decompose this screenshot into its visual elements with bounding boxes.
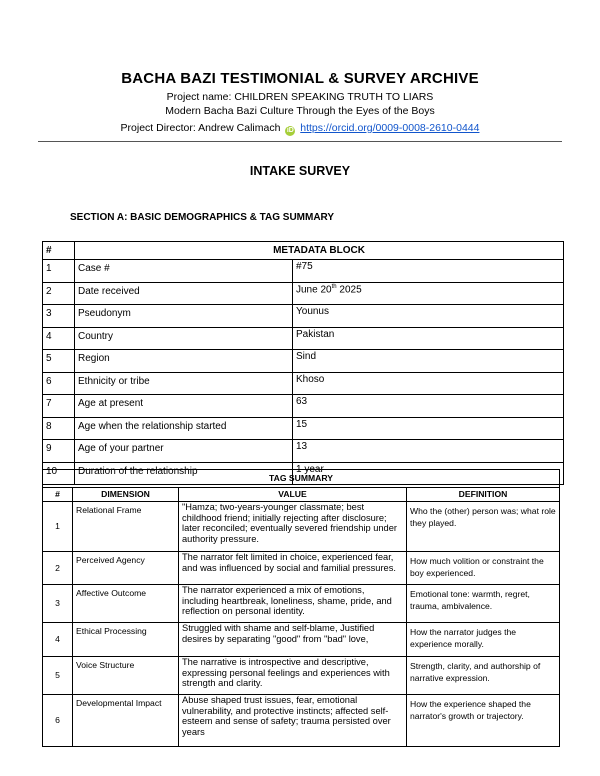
metadata-table bbox=[42, 241, 564, 485]
col-header-value: VALUE bbox=[179, 488, 407, 502]
metadata-row-number: 7 bbox=[43, 395, 75, 418]
metadata-row-number: 1 bbox=[43, 260, 75, 283]
tag-value: "Hamza; two-years-younger classmate; best childhood friend; initially rejecting after disclosure; later reconciled; eventually severed friendship under authority pressure. bbox=[179, 502, 407, 552]
metadata-field-label: Pseudonym bbox=[75, 305, 293, 328]
tag-row bbox=[43, 695, 560, 747]
tag-value: The narrator experienced a mix of emotions, including heartbreak, loneliness, shame, pride, and reflection on personal identity. bbox=[179, 585, 407, 623]
tag-dimension: Developmental Impact bbox=[73, 695, 179, 747]
metadata-field-label: Region bbox=[75, 350, 293, 373]
col-header-definition: DEFINITION bbox=[407, 488, 560, 502]
metadata-field-label: Age of your partner bbox=[75, 440, 293, 463]
tag-dimension: Relational Frame bbox=[73, 502, 179, 552]
metadata-field-value: #75 bbox=[293, 260, 564, 283]
metadata-row-number: 4 bbox=[43, 327, 75, 350]
tag-definition: Strength, clarity, and authorship of narrative expression. bbox=[407, 657, 560, 695]
director-label: Project Director: Andrew Calimach bbox=[120, 122, 281, 134]
metadata-row-number: 3 bbox=[43, 305, 75, 328]
tag-definition: How the experience shaped the narrator's growth or trajectory. bbox=[407, 695, 560, 747]
tag-value: Abuse shaped trust issues, fear, emotional vulnerability, and protective instincts; affected self-esteem and sense of safety; trauma persisted over years bbox=[179, 695, 407, 747]
tag-definition: How much volition or constraint the boy experienced. bbox=[407, 552, 560, 585]
tag-row bbox=[43, 552, 560, 585]
metadata-row-number: 8 bbox=[43, 417, 75, 440]
metadata-field-value: 1 year bbox=[293, 462, 564, 485]
project-name: Project name: CHILDREN SPEAKING TRUTH TO LIARS bbox=[166, 91, 434, 103]
metadata-field-label: Ethnicity or tribe bbox=[75, 372, 293, 395]
archive-title: BACHA BAZI TESTIMONIAL & SURVEY ARCHIVE bbox=[121, 70, 479, 87]
metadata-field-label: Age at present bbox=[75, 395, 293, 418]
orcid-icon: iD bbox=[286, 127, 294, 134]
tag-dimension: Affective Outcome bbox=[73, 585, 179, 623]
metadata-field-label: Case # bbox=[75, 260, 293, 283]
date-value-ordinal: th bbox=[331, 283, 337, 290]
col-header-dimension: DIMENSION bbox=[73, 488, 179, 502]
metadata-row-number: 10 bbox=[43, 462, 75, 485]
tag-definition: Emotional tone: warmth, regret, trauma, ambivalence. bbox=[407, 585, 560, 623]
metadata-row-number: 9 bbox=[43, 440, 75, 463]
tag-row bbox=[43, 623, 560, 657]
tag-definition: How the narrator judges the experience morally. bbox=[407, 623, 560, 657]
metadata-field-label: Age when the relationship started bbox=[75, 417, 293, 440]
metadata-row bbox=[43, 372, 564, 395]
tag-value: The narrative is introspective and descriptive, expressing personal feelings and experiences with strength and clarity. bbox=[179, 657, 407, 695]
metadata-field-value: Pakistan bbox=[293, 327, 564, 350]
metadata-row-number: 2 bbox=[43, 282, 75, 305]
metadata-field-label: Country bbox=[75, 327, 293, 350]
section-a-title: SECTION A: BASIC DEMOGRAPHICS & TAG SUMMARY bbox=[70, 212, 335, 223]
metadata-field-value bbox=[293, 282, 564, 305]
metadata-row bbox=[43, 417, 564, 440]
metadata-row bbox=[43, 350, 564, 373]
tag-row bbox=[43, 502, 560, 552]
metadata-field-value: Sind bbox=[293, 350, 564, 373]
tag-row-number: 2 bbox=[43, 552, 73, 585]
tag-row-number: 3 bbox=[43, 585, 73, 623]
tag-value: The narrator felt limited in choice, experienced fear, and was influenced by social and familial pressures. bbox=[179, 552, 407, 585]
metadata-row bbox=[43, 260, 564, 283]
director-line bbox=[0, 121, 600, 136]
orcid-link[interactable]: https://orcid.org/0009-0008-2610-0444 bbox=[300, 122, 480, 134]
tag-row bbox=[43, 585, 560, 623]
metadata-row bbox=[43, 395, 564, 418]
col-header-num: # bbox=[43, 488, 73, 502]
metadata-field-value: 63 bbox=[293, 395, 564, 418]
tag-dimension: Voice Structure bbox=[73, 657, 179, 695]
metadata-field-label: Duration of the relationship bbox=[75, 462, 293, 485]
tag-dimension: Perceived Agency bbox=[73, 552, 179, 585]
metadata-header-row bbox=[43, 242, 564, 260]
header-divider bbox=[38, 141, 562, 142]
tag-summary-heading-row bbox=[43, 470, 560, 488]
metadata-row bbox=[43, 440, 564, 463]
tag-summary-table bbox=[42, 469, 560, 747]
document-header bbox=[0, 70, 600, 136]
project-subtitle: Modern Bacha Bazi Culture Through the Eyes of the Boys bbox=[165, 105, 435, 117]
metadata-row bbox=[43, 327, 564, 350]
metadata-heading: METADATA BLOCK bbox=[75, 242, 564, 260]
metadata-col-num: # bbox=[43, 242, 75, 260]
tag-summary-column-row bbox=[43, 488, 560, 502]
metadata-field-value: Khoso bbox=[293, 372, 564, 395]
tag-dimension: Ethical Processing bbox=[73, 623, 179, 657]
metadata-row bbox=[43, 282, 564, 305]
metadata-row-number: 6 bbox=[43, 372, 75, 395]
tag-row-number: 5 bbox=[43, 657, 73, 695]
survey-title: INTAKE SURVEY bbox=[249, 164, 351, 178]
metadata-field-value: Younus bbox=[293, 305, 564, 328]
tag-definition: Who the (other) person was; what role they played. bbox=[407, 502, 560, 552]
date-value-year: 2025 bbox=[336, 283, 362, 295]
tag-row-number: 1 bbox=[43, 502, 73, 552]
metadata-field-value: 15 bbox=[293, 417, 564, 440]
tag-summary-heading: TAG SUMMARY bbox=[43, 470, 560, 488]
tag-value: Struggled with shame and self-blame, Justified desires by separating "good" from "bad" love, bbox=[179, 623, 407, 657]
tag-row bbox=[43, 657, 560, 695]
metadata-field-value: 13 bbox=[293, 440, 564, 463]
metadata-field-label: Date received bbox=[75, 282, 293, 305]
tag-row-number: 6 bbox=[43, 695, 73, 747]
tag-row-number: 4 bbox=[43, 623, 73, 657]
metadata-row bbox=[43, 305, 564, 328]
date-value-main: June 20 bbox=[296, 283, 332, 295]
metadata-row-number: 5 bbox=[43, 350, 75, 373]
